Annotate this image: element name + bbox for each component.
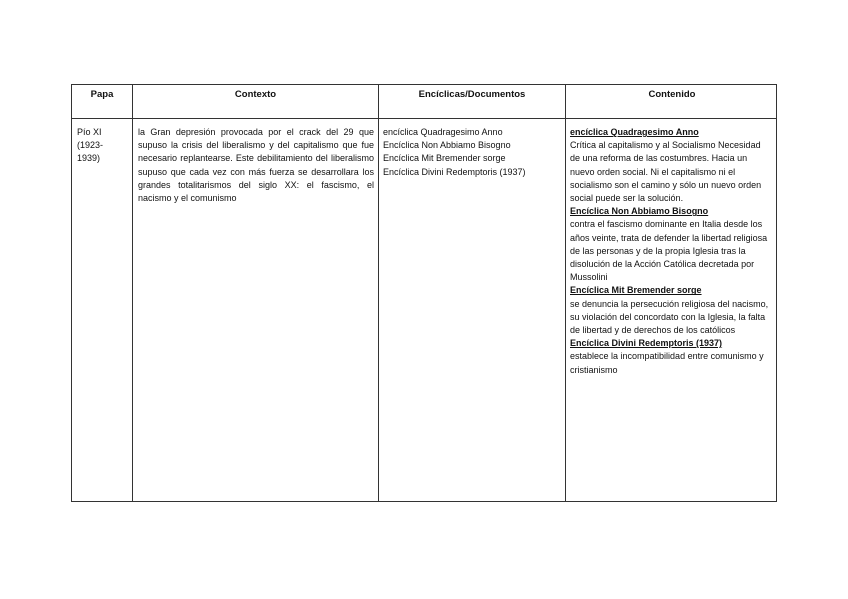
papa-years-start: (1923- (77, 140, 104, 151)
contenido-title: Encíclica Mit Bremender sorge (570, 285, 702, 296)
header-papa: Papa (90, 89, 114, 100)
document-item: Encíclica Non Abbiamo Bisogno (383, 140, 511, 151)
contenido-title: Encíclica Non Abbiamo Bisogno (570, 206, 709, 217)
header-divider (72, 118, 776, 119)
contenido-text: se denuncia la persecución religiosa del nacismo, su violación del concordato con la Iglesia, la falta de libertad y de derechos de los católicos (570, 298, 769, 336)
cell-enciclicas (383, 126, 561, 179)
contenido-title: encíclica Quadragesimo Anno (570, 127, 699, 137)
cell-papa (77, 126, 129, 166)
contenido-text: establece la incompatibilidad entre comunismo y cristianismo (570, 351, 764, 375)
header-enciclicas: Encíclicas/Documentos (418, 89, 526, 100)
cell-contexto (138, 126, 374, 205)
contexto-text: la Gran depresión provocada por el crack del 29 que supuso la crisis del liberalismo y del capitalismo que fue necesario replantearse. Este debilitamiento del liberalismo supuso que cada vez con más fuerza se desarrollara los grandes totalitarismos del siglo XX: el fascismo, el nacismo y el comunismo (138, 127, 374, 204)
column-divider (378, 85, 379, 501)
header-contexto: Contexto (234, 89, 277, 100)
contenido-text: contra el fascismo dominante en Italia desde los años veinte, trata de defender la libertad religiosa de las personas y de la propia Iglesia tras la disolución de la Acción Católica decretada por Mussolini (570, 219, 768, 283)
header-contenido: Contenido (648, 89, 696, 100)
papa-years-end: 1939) (77, 153, 101, 164)
column-divider (565, 85, 566, 501)
papa-name: Pío XI (77, 127, 102, 137)
document-item: Encíclica Divini Redemptoris (1937) (383, 166, 526, 177)
contenido-text: Crítica al capitalismo y al Socialismo Necesidad de una reforma de las costumbres. Hacia un nuevo orden social. Ni el capitalismo ni el socialismo son el camino y sólo un nuevo orden social puede ser la solución. (570, 140, 762, 204)
cell-contenido (570, 126, 773, 377)
column-divider (132, 85, 133, 501)
contenido-title: Encíclica Divini Redemptoris (1937) (570, 338, 723, 349)
document-item: Encíclica Mit Bremender sorge (383, 153, 506, 164)
document-item: encíclica Quadragesimo Anno (383, 127, 503, 137)
document-table (71, 84, 777, 502)
